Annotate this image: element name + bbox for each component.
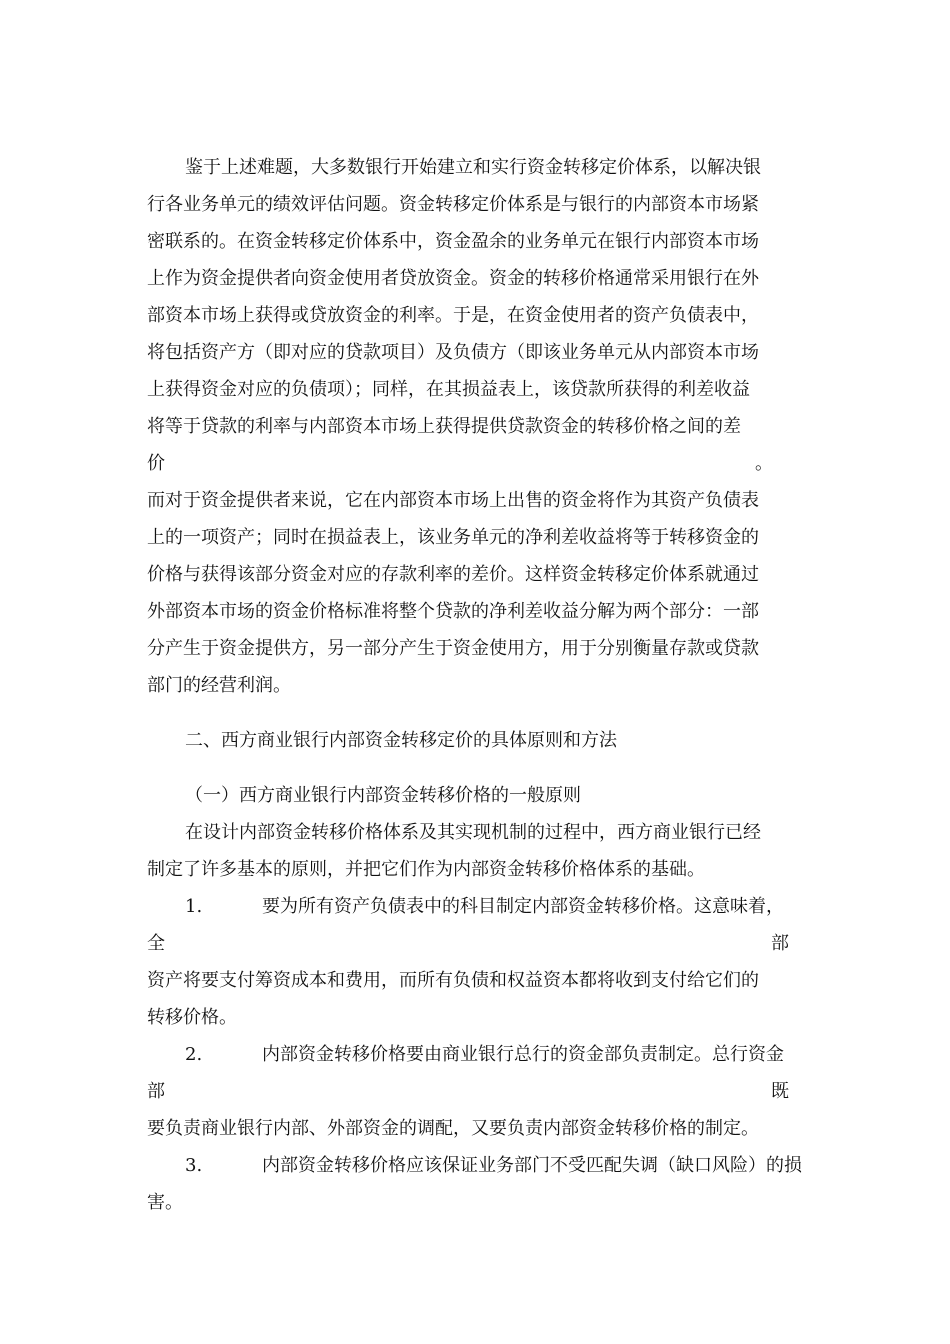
- section-heading: 二、西方商业银行内部资金转移定价的具体原则和方法: [185, 730, 617, 751]
- para1-line-4: 上作为资金提供者向资金使用者贷放资金。资金的转移价格通常采用银行在外: [147, 268, 759, 289]
- item-2-split-right: 既: [771, 1081, 789, 1102]
- para1-line-9: 价: [147, 453, 165, 474]
- intro-line-1: 在设计内部资金转移价格体系及其实现机制的过程中，西方商业银行已经: [185, 822, 761, 843]
- para1-line-5: 部资本市场上获得或贷放资金的利率。于是，在资金使用者的资产负债表中，: [147, 305, 759, 326]
- para2-line-4: 外部资本市场的资金价格标准将整个贷款的净利差收益分解为两个部分：一部: [147, 601, 759, 622]
- para2-line-5: 分产生于资金提供方，另一部分产生于资金使用方，用于分别衡量存款或贷款: [147, 638, 759, 659]
- para1-line-8: 将等于贷款的利率与内部资本市场上获得提供贷款资金的转移价格之间的差: [147, 416, 741, 437]
- para1-line-6: 将包括资产方（即对应的贷款项目）及负债方（即该业务单元从内部资本市场: [147, 342, 759, 363]
- para2-line-6: 部门的经营利润。: [147, 675, 291, 696]
- item-1-line-3: 资产将要支付筹资成本和费用，而所有负债和权益资本都将收到支付给它们的: [147, 970, 759, 991]
- item-2-split-left: 部: [147, 1081, 165, 1102]
- intro-line-2: 制定了许多基本的原则，并把它们作为内部资金转移价格体系的基础。: [147, 859, 705, 880]
- para1-line-2: 行各业务单元的绩效评估问题。资金转移定价体系是与银行的内部资本市场紧: [147, 194, 759, 215]
- item-3-number: 3.: [185, 1155, 203, 1176]
- para1-line-1: 鉴于上述难题，大多数银行开始建立和实行资金转移定价体系，以解决银: [185, 157, 761, 178]
- subsection-heading: （一）西方商业银行内部资金转移价格的一般原则: [185, 785, 581, 806]
- item-1-number: 1.: [185, 896, 203, 917]
- item-3-line-2: 害。: [147, 1192, 183, 1213]
- para1-line-7: 上获得资金对应的负债项）；同样，在其损益表上，该贷款所获得的利差收益: [147, 379, 750, 400]
- para1-line-9-end: 。: [755, 453, 773, 474]
- para2-line-2: 上的一项资产；同时在损益表上，该业务单元的净利差收益将等于转移资金的: [147, 527, 759, 548]
- para2-line-3: 价格与获得该部分资金对应的存款利率的差价。这样资金转移定价体系就通过: [147, 564, 759, 585]
- item-1-first-line: 要为所有资产负债表中的科目制定内部资金转移价格。这意味着，: [262, 896, 784, 917]
- item-2-line-3: 要负责商业银行内部、外部资金的调配，又要负责内部资金转移价格的制定。: [147, 1118, 759, 1139]
- item-2-first-line: 内部资金转移价格要由商业银行总行的资金部负责制定。总行资金: [262, 1044, 784, 1065]
- item-1-split-left: 全: [147, 933, 165, 954]
- item-1-split-right: 部: [771, 933, 789, 954]
- para2-line-1: 而对于资金提供者来说，它在内部资本市场上出售的资金将作为其资产负债表: [147, 490, 759, 511]
- para1-line-3: 密联系的。在资金转移定价体系中，资金盈余的业务单元在银行内部资本市场: [147, 231, 759, 252]
- item-3-first-line: 内部资金转移价格应该保证业务部门不受匹配失调（缺口风险）的损: [262, 1155, 802, 1176]
- item-1-line-4: 转移价格。: [147, 1007, 237, 1028]
- item-2-number: 2.: [185, 1044, 203, 1065]
